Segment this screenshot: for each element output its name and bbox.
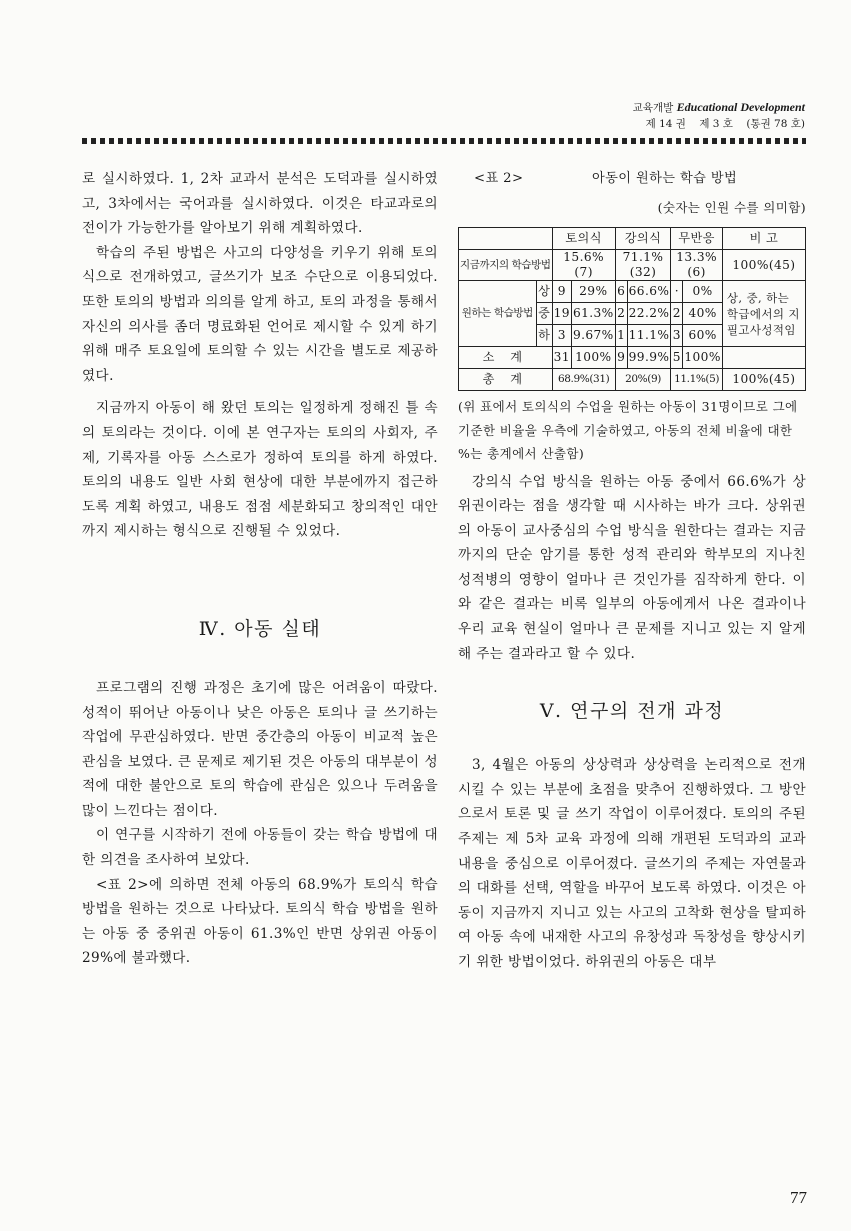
table-cell: 31	[552, 347, 571, 369]
table-cell: 22.2%	[627, 303, 671, 325]
right-column	[458, 167, 806, 975]
running-header	[633, 99, 805, 132]
table-row	[459, 369, 806, 391]
paragraph: <표 2>에 의하면 전체 아동의 68.9%가 토의식 학습 방법을 원하는 것으로 나타났다. 토의식 학습 방법을 원하는 아동 중 중위권 아동이 61.3%인 반면 상위권 아동이 29%에 불과했다.	[82, 876, 438, 967]
table-cell: 15.6% (7)	[552, 250, 615, 281]
table-cell: 20%(9)	[615, 369, 671, 391]
table-cell: 100%(45)	[722, 369, 805, 391]
table-cell: 100%	[571, 347, 615, 369]
table-cell: 0%	[683, 281, 722, 303]
table-cell: 99.9%	[627, 347, 671, 369]
section-heading: Ⅳ. 아동 실태	[198, 617, 322, 640]
level-label: 하	[536, 325, 552, 347]
paragraph: 프로그램의 진행 과정은 초기에 많은 어려움이 따랐다. 성적이 뛰어난 아동이나 낮은 아동은 토의나 글 쓰기하는 작업에 무관심하였다. 반면 중간층의 아동이 비교적 높은 관심을 보였다. 큰 문제로 제기된 것은 아동의 대부분이 성적에 대한 불안으로 토의 학습에 관심은 있으나 두려움을 많이 느낀다는 점이다.	[82, 679, 438, 819]
header-remark: 비 고	[722, 228, 805, 250]
volume: 제 14 권	[645, 118, 686, 130]
table-cell: 3	[671, 325, 683, 347]
total-label: 총 계	[459, 369, 553, 391]
table-cell: 19	[552, 303, 571, 325]
issue: 제 3 호	[699, 118, 733, 130]
paragraph: 강의식 수업 방식을 원하는 아동 중에서 66.6%가 상위권이라는 점을 생각할 때 시사하는 바가 크다. 상위권의 아동이 교사중심의 수업 방식을 원한다는 결과는 지금까지의 단순 암기를 통한 성적 관리와 학부모의 지나친 성적병의 영향이 얼마나 큰 것인가를 짐작하게 한다. 이와 같은 결과는 비록 일부의 아동에게서 나온 결과이나 우리 교육 현실이 얼마나 큰 문제를 지니고 있는 지 알게 해 주는 결과라고 할 수 있다.	[458, 473, 806, 662]
table-cell: 66.6%	[627, 281, 671, 303]
paragraph: 지금까지 아동이 해 왔던 토의는 일정하게 정해진 틀 속의 토의라는 것이다. 이에 본 연구자는 토의의 사회자, 주제, 기록자를 아동 스스로가 정하여 토의를 하게 하였다. 토의의 내용도 일반 사회 현상에 대한 부분에까지 접근하도록 계획 하였고, 내용도 점점 세분화되고 창의적인 대안까지 제시하는 형식으로 진행될 수 있었다.	[82, 400, 438, 540]
table-cell: 60%	[683, 325, 722, 347]
table-cell: 11.1%(5)	[671, 369, 722, 391]
left-column	[82, 167, 438, 971]
header-no-response: 무반응	[671, 228, 722, 250]
journal-name-en: Educational Development	[676, 100, 805, 114]
table-2	[458, 227, 806, 391]
table-label: <표 2>	[474, 171, 524, 186]
table-row	[459, 250, 806, 281]
table-cell: 100%(45)	[722, 250, 805, 281]
paragraph: 이 연구를 시작하기 전에 아동들이 갖는 학습 방법에 대한 의견을 조사하여 보았다.	[82, 827, 438, 869]
paragraph: 학습의 주된 방법은 사고의 다양성을 키우기 위해 토의식으로 전개하였고, 글쓰기가 보조 수단으로 이용되었다. 또한 토의의 방법과 의의를 알게 하고, 토의 과정을 통해서 자신의 의사를 좀더 명료화된 언어로 제시할 수 있게 하기 위해 매주 토요일에 토의할 수 있는 시간을 별도로 제공하였다.	[82, 244, 438, 384]
row-label-current: 지금까지의 학습방법	[459, 250, 553, 281]
header-lecture: 강의식	[615, 228, 671, 250]
dotted-rule	[82, 138, 806, 144]
row-label-desired: 원하는 학습방법	[459, 281, 537, 347]
table-cell: 2	[671, 303, 683, 325]
page-number: 77	[790, 1188, 807, 1207]
table-cell: 71.1% (32)	[615, 250, 671, 281]
table-cell: 68.9%(31)	[552, 369, 615, 391]
table-cell: 11.1%	[627, 325, 671, 347]
header-discussion: 토의식	[552, 228, 615, 250]
table-cell: 1	[615, 325, 627, 347]
table-cell: 100%	[683, 347, 722, 369]
table-unit-note: (숫자는 인원 수를 의미함)	[657, 200, 806, 215]
subtotal-label: 소 계	[459, 347, 553, 369]
table-caption	[458, 167, 806, 191]
paragraph: 로 실시하였다. 1, 2차 교과서 분석은 도덕과를 실시하였고, 3차에서는 국어과를 실시하였다. 이것은 타교과로의 전이가 가능한가를 알아보기 위해 계획하였다.	[82, 171, 438, 237]
table-cell: 61.3%	[571, 303, 615, 325]
table-title: 아동이 원하는 학습 방법	[592, 171, 738, 186]
table-row	[459, 281, 806, 303]
level-label: 중	[536, 303, 552, 325]
table-cell: ·	[671, 281, 683, 303]
level-label: 상	[536, 281, 552, 303]
remark-cell: 상, 중, 하는 학급에서의 지필고사성적임	[722, 281, 805, 347]
table-cell: 3	[552, 325, 571, 347]
table-cell: 9.67%	[571, 325, 615, 347]
table-cell: 13.3% (6)	[671, 250, 722, 281]
table-cell: 9	[552, 281, 571, 303]
table-footnote: (위 표에서 토의식의 수업을 원하는 아동이 31명이므로 그에 기준한 비율을 우측에 기술하였고, 아동의 전체 비율에 대한 %는 총계에서 산출함)	[458, 399, 798, 461]
table-cell: 6	[615, 281, 627, 303]
paragraph: 3, 4월은 아동의 상상력과 상상력을 논리적으로 전개시킬 수 있는 부분에 초점을 맞추어 진행하였다. 그 방안으로서 토론 및 글 쓰기 작업이 이루어졌다. 토의의 주된 주제는 제 5차 교육 과정에 의해 개편된 도덕과의 교과 내용을 중심으로 이루어졌다. 글쓰기의 주제는 자연물과의 대화를 선택, 역할을 바꾸어 보도록 하였다. 이것은 아동이 지금까지 지니고 있는 사고의 고착화 현상을 탈피하여 아동 속에 내재한 사고의 유창성과 독창성을 향상시키기 위한 방법이었다. 하위권의 아동은 대부	[458, 757, 806, 970]
total-issue: (통권 78 호)	[746, 118, 805, 130]
table-cell: 29%	[571, 281, 615, 303]
journal-name-kr: 교육개발	[632, 102, 674, 114]
table-cell: 40%	[683, 303, 722, 325]
table-row	[459, 347, 806, 369]
table-cell: 5	[671, 347, 683, 369]
table-cell: 9	[615, 347, 627, 369]
table-cell: 2	[615, 303, 627, 325]
section-heading: Ⅴ. 연구의 전개 과정	[539, 700, 725, 723]
table-header-row	[459, 228, 806, 250]
